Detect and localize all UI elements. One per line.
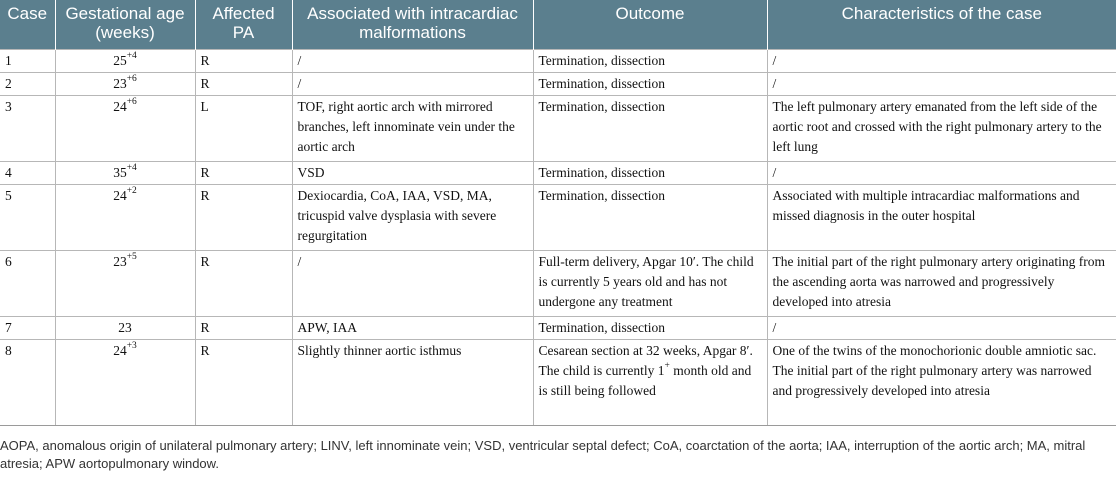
cell-gestational-age bbox=[55, 95, 195, 161]
cell-associated: / bbox=[292, 49, 533, 72]
cell-gestational-age bbox=[55, 161, 195, 184]
header-characteristics: Characteristics of the case bbox=[767, 0, 1116, 49]
outcome-age-sup: + bbox=[664, 361, 670, 371]
cell-case: 1 bbox=[0, 49, 55, 72]
cell-characteristics: / bbox=[767, 161, 1116, 184]
cell-gestational-age bbox=[55, 184, 195, 250]
header-case: Case bbox=[0, 0, 55, 49]
outcome-text-cont: month old and is still being followed bbox=[538, 362, 752, 398]
cell-gestational-age bbox=[55, 339, 195, 425]
cell-characteristics: The left pulmonary artery emanated from the left side of the aortic root and crossed with the right pulmonary artery to the left lung bbox=[767, 95, 1116, 161]
cell-case: 2 bbox=[0, 72, 55, 95]
cell-outcome: Termination, dissection bbox=[533, 72, 767, 95]
table-footnote: AOPA, anomalous origin of unilateral pulmonary artery; LINV, left innominate vein; VSD, ventricular septal defect; CoA, coarctation of the aorta; IAA, interruption of the aortic arch; MA, mitral atresia; APW aortopulmonary window. bbox=[0, 437, 1086, 471]
cell-outcome bbox=[533, 339, 767, 425]
cell-case: 6 bbox=[0, 250, 55, 316]
cell-outcome: Termination, dissection bbox=[533, 49, 767, 72]
header-outcome: Outcome bbox=[533, 0, 767, 49]
cell-gestational-age bbox=[55, 49, 195, 72]
header-affected-pa: Affected PA bbox=[195, 0, 292, 49]
cell-case: 5 bbox=[0, 184, 55, 250]
ga-weeks: 24 bbox=[113, 98, 127, 114]
ga-days: +4 bbox=[126, 51, 137, 61]
table-row bbox=[0, 250, 1116, 316]
outcome-text: Cesarean section at 32 weeks, Apgar 8′. The child is currently bbox=[538, 342, 753, 378]
cell-associated: VSD bbox=[292, 161, 533, 184]
cell-associated: / bbox=[292, 72, 533, 95]
cell-characteristics: The initial part of the right pulmonary artery originating from the ascending aorta was narrowed and progressively developed into atresia bbox=[767, 250, 1116, 316]
cell-outcome: Termination, dissection bbox=[533, 95, 767, 161]
cell-affected-pa: R bbox=[195, 184, 292, 250]
ga-days: +2 bbox=[126, 186, 137, 196]
table-row bbox=[0, 72, 1116, 95]
table-row bbox=[0, 161, 1116, 184]
cell-outcome: Full-term delivery, Apgar 10′. The child is currently 5 years old and has not undergone any treatment bbox=[533, 250, 767, 316]
ga-days: +6 bbox=[126, 97, 137, 107]
ga-weeks: 23 bbox=[113, 253, 127, 269]
cell-gestational-age bbox=[55, 250, 195, 316]
cell-case: 8 bbox=[0, 339, 55, 425]
cell-gestational-age bbox=[55, 316, 195, 339]
table-row bbox=[0, 339, 1116, 425]
table-body bbox=[0, 49, 1116, 425]
cell-affected-pa: L bbox=[195, 95, 292, 161]
cell-outcome: Termination, dissection bbox=[533, 161, 767, 184]
cell-affected-pa: R bbox=[195, 161, 292, 184]
cell-characteristics: Associated with multiple intracardiac malformations and missed diagnosis in the outer hospital bbox=[767, 184, 1116, 250]
ga-days: +6 bbox=[126, 74, 137, 84]
cell-outcome: Termination, dissection bbox=[533, 316, 767, 339]
cell-characteristics: / bbox=[767, 49, 1116, 72]
cell-characteristics: / bbox=[767, 316, 1116, 339]
cell-case: 3 bbox=[0, 95, 55, 161]
cell-characteristics: / bbox=[767, 72, 1116, 95]
cell-affected-pa: R bbox=[195, 250, 292, 316]
table-row bbox=[0, 316, 1116, 339]
table-header-row bbox=[0, 0, 1116, 49]
ga-weeks: 24 bbox=[113, 187, 127, 203]
cell-associated: APW, IAA bbox=[292, 316, 533, 339]
cell-associated: Dexiocardia, CoA, IAA, VSD, MA, tricuspid valve dysplasia with severe regurgitation bbox=[292, 184, 533, 250]
ga-weeks: 23 bbox=[118, 319, 132, 335]
cell-gestational-age bbox=[55, 72, 195, 95]
cell-affected-pa: R bbox=[195, 316, 292, 339]
header-gestational-age: Gestational age (weeks) bbox=[55, 0, 195, 49]
cell-affected-pa: R bbox=[195, 72, 292, 95]
ga-weeks: 25 bbox=[113, 52, 127, 68]
ga-days: +5 bbox=[126, 252, 137, 262]
ga-weeks: 24 bbox=[113, 342, 127, 358]
cell-outcome: Termination, dissection bbox=[533, 184, 767, 250]
outcome-age-value: 1 bbox=[657, 362, 665, 378]
cell-case: 7 bbox=[0, 316, 55, 339]
table-row bbox=[0, 49, 1116, 72]
cell-characteristics: One of the twins of the monochorionic double amniotic sac. The initial part of the right pulmonary artery was narrowed and progressively developed into atresia bbox=[767, 339, 1116, 425]
cell-affected-pa: R bbox=[195, 49, 292, 72]
cell-associated: / bbox=[292, 250, 533, 316]
cell-associated: TOF, right aortic arch with mirrored branches, left innominate vein under the aortic arch bbox=[292, 95, 533, 161]
ga-days: +4 bbox=[126, 163, 137, 173]
cell-affected-pa: R bbox=[195, 339, 292, 425]
ga-weeks: 23 bbox=[113, 75, 127, 91]
ga-days: +3 bbox=[126, 341, 137, 351]
cell-associated: Slightly thinner aortic isthmus bbox=[292, 339, 533, 425]
table-row bbox=[0, 95, 1116, 161]
ga-weeks: 35 bbox=[113, 164, 127, 180]
cell-case: 4 bbox=[0, 161, 55, 184]
table-row bbox=[0, 184, 1116, 250]
header-associated-malformations: Associated with intracardiac malformations bbox=[292, 0, 533, 49]
